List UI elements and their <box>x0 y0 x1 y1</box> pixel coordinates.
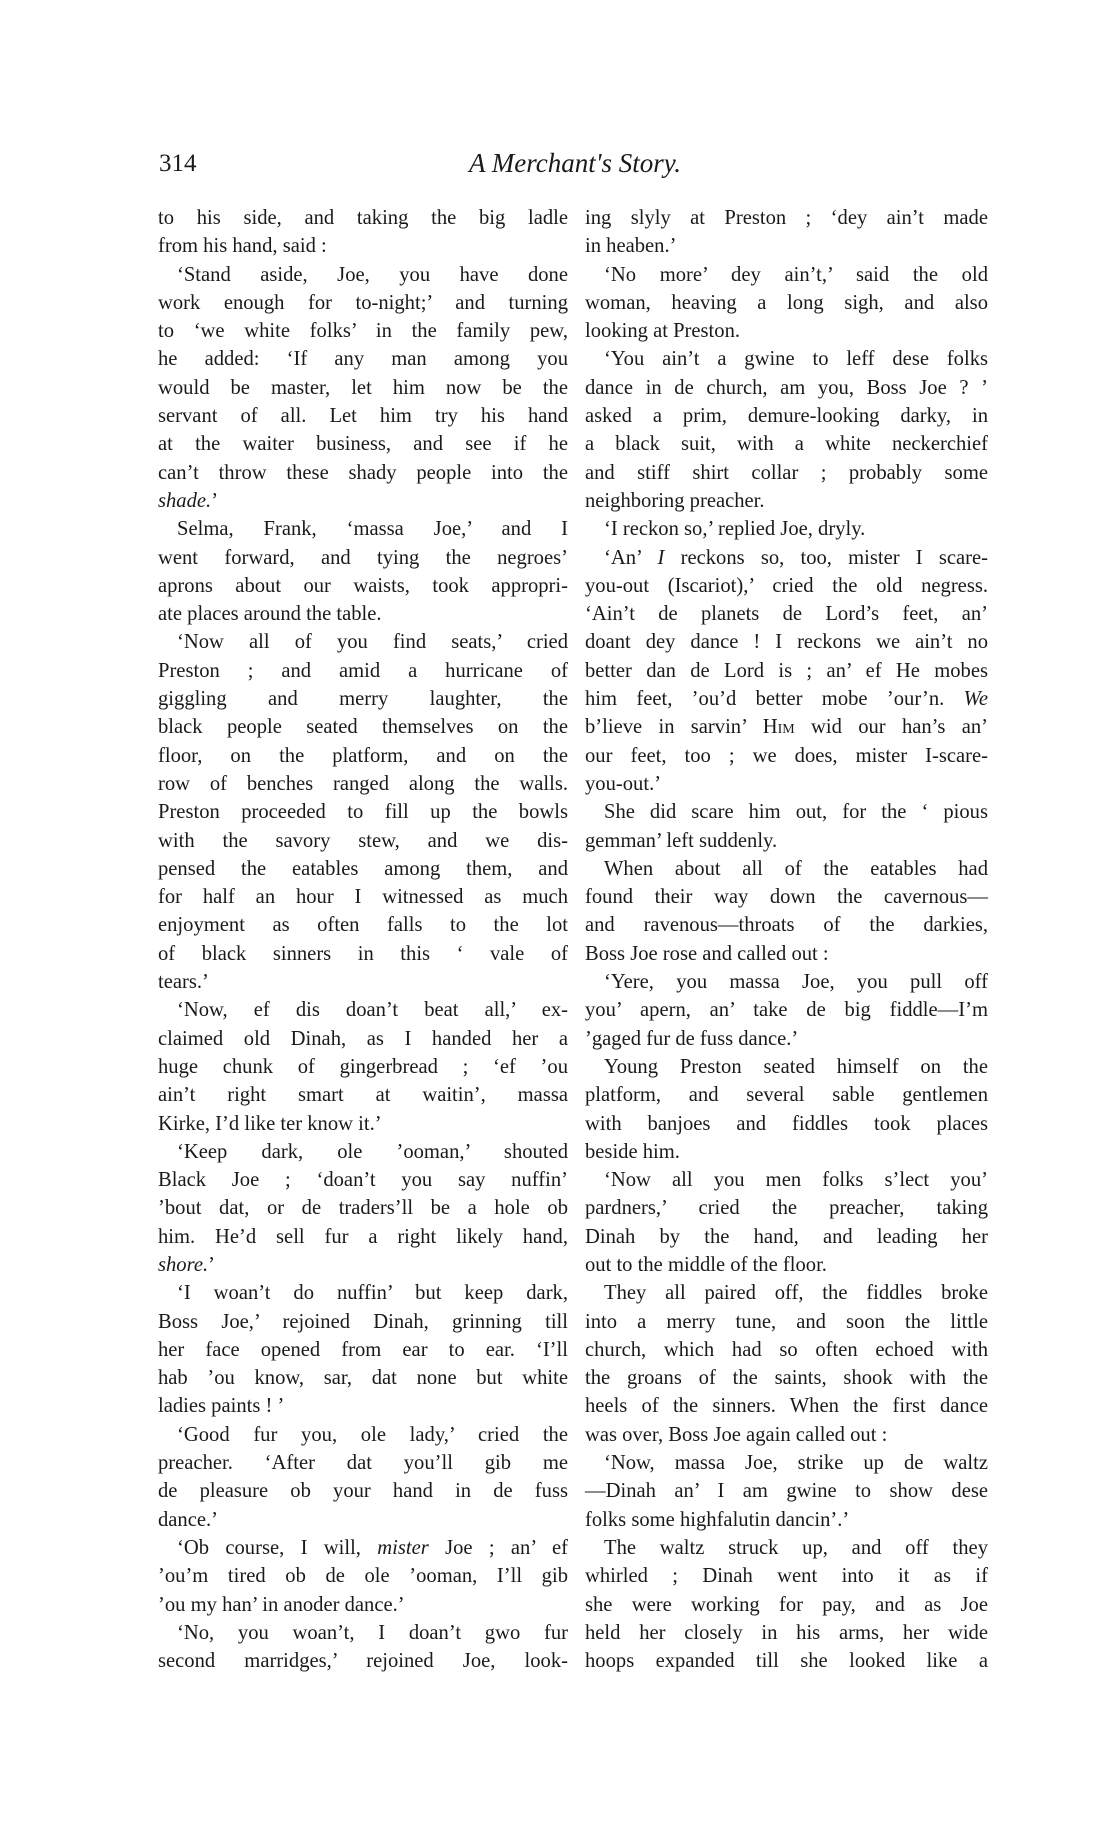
text-line: you-out.’ <box>585 772 662 795</box>
text-line: dance.’ <box>158 1508 219 1531</box>
text-line: gemman’ left suddenly. <box>585 829 778 852</box>
text-line: Black Joe ; ‘doan’t you say nuffin’ <box>158 1169 568 1192</box>
text-line: with banjoes and fiddles took places <box>585 1112 988 1135</box>
text-line: ’ou my han’ in anoder dance.’ <box>158 1593 405 1616</box>
text-line: ‘Ain’t de planets de Lord’s feet, an’ <box>585 603 988 626</box>
italic-text: mister <box>377 1536 429 1559</box>
text-line: in heaben.’ <box>585 235 677 258</box>
text-line: She did scare him out, for the ‘ pious <box>604 801 988 824</box>
small-caps-text: Him <box>762 716 795 739</box>
text-line: de pleasure ob your hand in de fuss <box>158 1480 568 1503</box>
text-line: ‘No more’ dey ain’t,’ said the old <box>604 263 988 286</box>
text-segment: b’lieve in sarvin’ <box>585 716 763 739</box>
text-line: Preston ; and amid a hurricane of <box>158 659 568 682</box>
text-line: held her closely in his arms, her wide <box>585 1621 988 1644</box>
text-line: ate places around the table. <box>158 603 382 626</box>
text-line: floor, on the platform, and on the <box>158 744 568 767</box>
text-line: ‘No, you woan’t, I doan’t gwo fur <box>177 1621 568 1644</box>
left-column <box>158 204 568 1675</box>
italic-text: I <box>657 546 665 569</box>
text-line: into a merry tune, and soon the little <box>585 1310 988 1333</box>
text-line: aprons about our waists, took appropri- <box>158 574 568 597</box>
text-line: ’gaged fur de fuss dance.’ <box>585 1027 799 1050</box>
text-line: her face opened from ear to ear. ‘I’ll <box>158 1338 568 1361</box>
text-line: hab ’ou know, sar, dat none but white <box>158 1367 568 1390</box>
text-segment: ‘Ob course, I will, <box>177 1536 378 1559</box>
text-line: pensed the eatables among them, and <box>158 857 568 880</box>
text-line: Boss Joe,’ rejoined Dinah, grinning till <box>158 1310 568 1333</box>
text-line: ‘Good fur you, ole lady,’ cried the <box>177 1423 568 1446</box>
text-line <box>158 1251 568 1279</box>
text-line: him. He’d sell fur a right likely hand, <box>158 1225 568 1248</box>
text-line: servant of all. Let him try his hand <box>158 405 568 428</box>
text-segment: ’ <box>211 489 219 512</box>
text-line: out to the middle of the floor. <box>585 1253 827 1276</box>
right-column <box>585 204 988 1675</box>
text-line: row of benches ranged along the walls. <box>158 772 568 795</box>
text-line: for half an hour I witnessed as much <box>158 886 568 909</box>
text-line <box>585 685 988 713</box>
text-line <box>585 713 988 741</box>
text-line: ‘I woan’t do nuffin’ but keep dark, <box>177 1282 568 1305</box>
text-line: ‘Keep dark, ole ’ooman,’ shouted <box>177 1140 568 1163</box>
text-segment: wid our han’s an’ <box>794 716 989 739</box>
text-line: to ‘we white folks’ in the family pew, <box>158 320 568 343</box>
text-line: from his hand, said : <box>158 235 327 258</box>
text-line <box>585 544 988 572</box>
text-line: would be master, let him now be the <box>158 376 568 399</box>
text-line: looking at Preston. <box>585 320 741 343</box>
text-line: asked a prim, demure-looking darky, in <box>585 405 988 428</box>
text-line: ‘I reckon so,’ replied Joe, dryly. <box>604 518 866 541</box>
text-line: claimed old Dinah, as I handed her a <box>158 1027 568 1050</box>
text-line: Selma, Frank, ‘massa Joe,’ and I <box>177 518 568 541</box>
text-line: Young Preston seated himself on the <box>604 1055 988 1078</box>
text-line: pardners,’ cried the preacher, taking <box>585 1197 988 1220</box>
text-line: ‘You ain’t a gwine to leff dese folks <box>604 348 988 371</box>
text-line: better dan de Lord is ; an’ ef He mobes <box>585 659 988 682</box>
running-title: A Merchant's Story. <box>468 148 681 178</box>
text-line: the groans of the saints, shook with the <box>585 1367 988 1390</box>
text-line: ladies paints ! ’ <box>158 1395 285 1418</box>
text-line: tears.’ <box>158 971 209 994</box>
text-line: at the waiter business, and see if he <box>158 433 568 456</box>
text-line: Kirke, I’d like ter know it.’ <box>158 1112 382 1135</box>
text-line: work enough for to-night;’ and turning <box>158 291 568 314</box>
text-line: ’bout dat, or de traders’ll be a hole ob <box>158 1197 568 1220</box>
text-line: can’t throw these shady people into the <box>158 461 568 484</box>
text-line: The waltz struck up, and off they <box>604 1536 988 1559</box>
text-line: you-out (Iscariot),’ cried the old negress. <box>585 574 988 597</box>
text-line: found their way down the cavernous— <box>585 886 988 909</box>
text-line: hoops expanded till she looked like a <box>585 1650 988 1673</box>
text-segment: reckons so, too, mister I scare- <box>664 546 988 569</box>
text-line: platform, and several sable gentlemen <box>585 1084 988 1107</box>
text-line: heels of the sinners. When the first dance <box>585 1395 988 1418</box>
text-line: was over, Boss Joe again called out : <box>585 1423 888 1446</box>
text-segment: ‘An’ <box>604 546 658 569</box>
text-line: Dinah by the hand, and leading her <box>585 1225 988 1248</box>
text-line: she were working for pay, and as Joe <box>585 1593 988 1616</box>
text-line: to his side, and taking the big ladle <box>158 207 568 229</box>
text-line: neighboring preacher. <box>585 489 765 512</box>
text-line: ain’t right smart at waitin’, massa <box>158 1084 568 1107</box>
text-line: ‘Now all you men folks s’lect you’ <box>604 1169 988 1192</box>
text-line: dance in de church, am you, Boss Joe ? ’ <box>585 376 988 399</box>
text-line: beside him. <box>585 1140 680 1163</box>
text-line: preacher. ‘After dat you’ll gib me <box>158 1452 568 1475</box>
text-line: ‘Now, massa Joe, strike up de waltz <box>604 1452 988 1475</box>
text-segment: ’ <box>208 1253 216 1276</box>
text-line: ‘Now, ef dis doan’t beat all,’ ex- <box>177 999 568 1022</box>
text-line: ‘Stand aside, Joe, you have done <box>177 263 568 286</box>
text-line: doant dey dance ! I reckons we ain’t no <box>585 631 988 654</box>
text-line: and ravenous—throats of the darkies, <box>585 914 988 937</box>
text-line: ‘Yere, you massa Joe, you pull off <box>604 971 988 994</box>
text-segment: him feet, ’ou’d better mobe ’our’n. <box>585 688 964 711</box>
text-line: —Dinah an’ I am gwine to show dese <box>585 1480 988 1503</box>
text-line: giggling and merry laughter, the <box>158 688 568 711</box>
text-line <box>158 1534 568 1562</box>
text-line: second marridges,’ rejoined Joe, look- <box>158 1650 568 1673</box>
text-line: a black suit, with a white neckerchief <box>585 433 988 456</box>
italic-text: shore. <box>158 1253 209 1276</box>
text-segment: Joe ; an’ ef <box>428 1536 568 1559</box>
text-line <box>158 487 568 515</box>
italic-text: shade. <box>158 489 212 512</box>
text-line: woman, heaving a long sigh, and also <box>585 291 988 314</box>
text-line: he added: ‘If any man among you <box>158 348 568 371</box>
text-line: ‘Now all of you find seats,’ cried <box>177 631 568 654</box>
text-line: went forward, and tying the negroes’ <box>158 546 568 569</box>
text-line: with the savory stew, and we dis- <box>158 829 568 852</box>
text-line: enjoyment as often falls to the lot <box>158 914 568 937</box>
text-line: whirled ; Dinah went into it as if <box>585 1565 988 1588</box>
text-line: of black sinners in this ‘ vale of <box>158 942 568 965</box>
text-line: and stiff shirt collar ; probably some <box>585 461 988 484</box>
text-line: ’ou’m tired ob de ole ’ooman, I’ll gib <box>158 1565 568 1588</box>
text-line: black people seated themselves on the <box>158 716 568 739</box>
text-line: church, which had so often echoed with <box>585 1338 988 1361</box>
text-line: huge chunk of gingerbread ; ‘ef ’ou <box>158 1055 568 1078</box>
page-number: 314 <box>159 150 197 177</box>
italic-text: We <box>963 688 988 711</box>
text-line: Preston proceeded to fill up the bowls <box>158 801 568 824</box>
text-line: ing slyly at Preston ; ‘dey ain’t made <box>585 207 988 229</box>
text-line: Boss Joe rose and called out : <box>585 942 829 965</box>
text-line: They all paired off, the fiddles broke <box>604 1282 988 1305</box>
text-line: you’ apern, an’ take de big fiddle—I’m <box>585 999 988 1022</box>
text-line: When about all of the eatables had <box>604 857 988 880</box>
text-line: folks some highfalutin dancin’.’ <box>585 1508 850 1531</box>
text-line: our feet, too ; we does, mister I-scare- <box>585 744 988 767</box>
